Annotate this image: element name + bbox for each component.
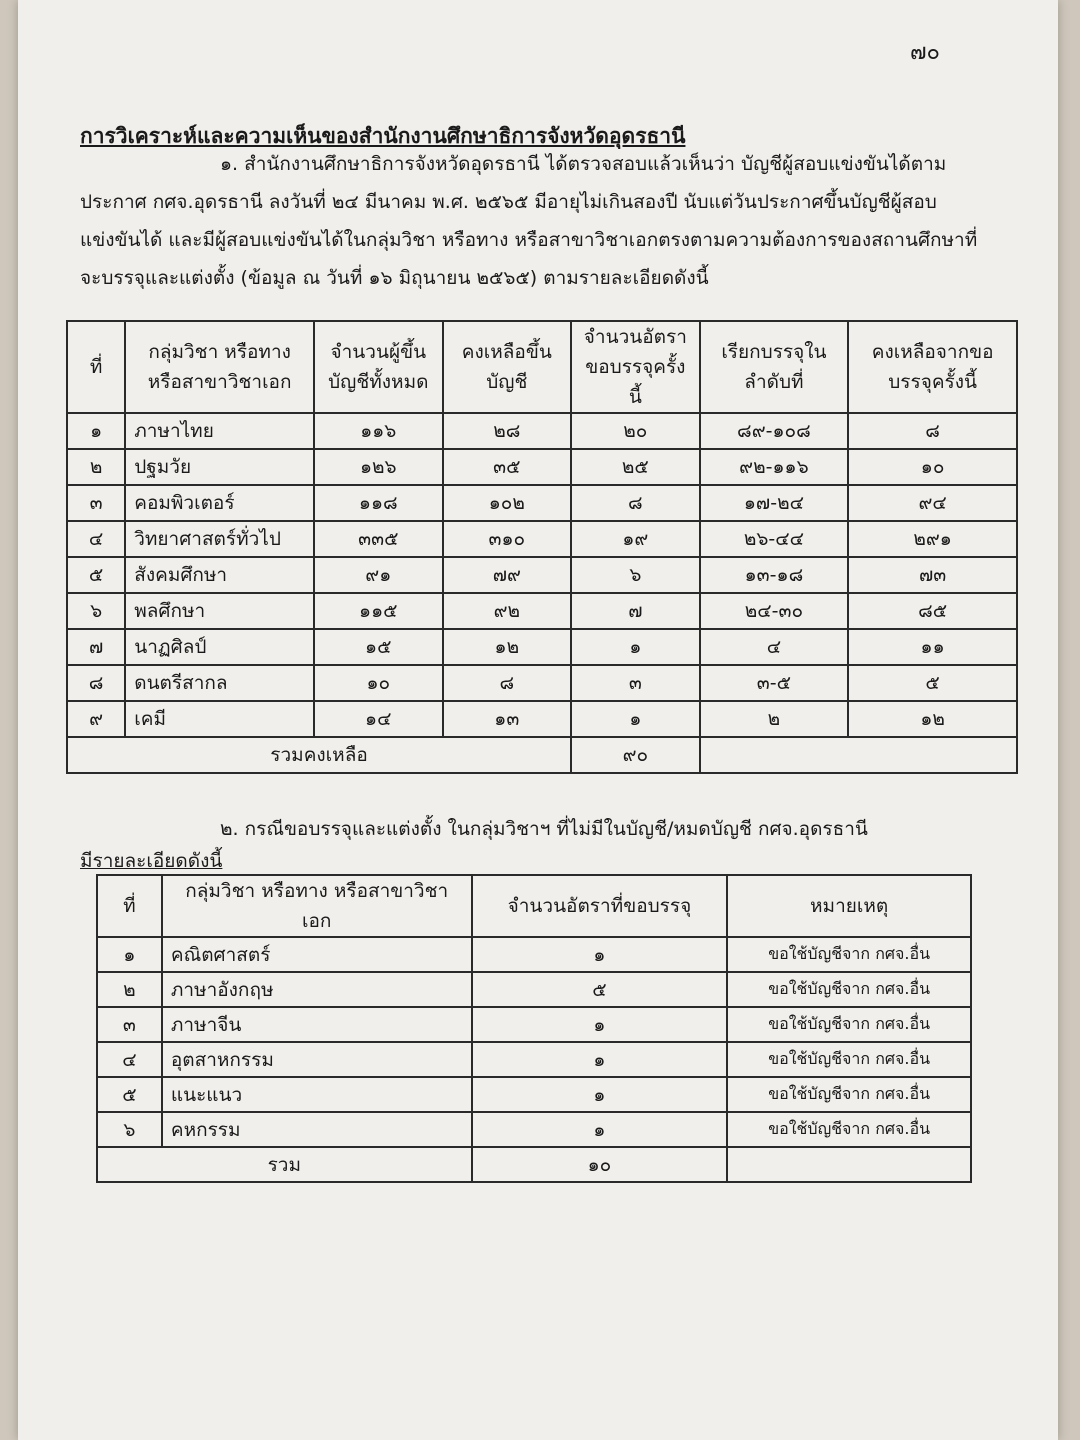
cell-remaining: ๘ bbox=[443, 665, 572, 701]
cell-subject: ภาษาไทย bbox=[125, 413, 314, 449]
cell-request: ๑ bbox=[571, 701, 700, 737]
cell-order: ๒๖-๔๔ bbox=[700, 521, 849, 557]
section-heading: การวิเคราะห์และความเห็นของสำนักงานศึกษาธิการจังหวัดอุดรธานี bbox=[80, 124, 686, 148]
cell-row-no: ๗ bbox=[67, 629, 125, 665]
table-row bbox=[67, 701, 1017, 737]
cell-count: ๑ bbox=[472, 1007, 728, 1042]
cell-request: ๒๐ bbox=[571, 413, 700, 449]
cell-total: ๑๕ bbox=[314, 629, 443, 665]
table-row bbox=[67, 485, 1017, 521]
cell-row-no: ๕ bbox=[67, 557, 125, 593]
cell-subject: ปฐมวัย bbox=[125, 449, 314, 485]
cell-count: ๑ bbox=[472, 937, 728, 972]
table-row bbox=[97, 1042, 971, 1077]
cell-total: ๑๑๘ bbox=[314, 485, 443, 521]
cell-row-no: ๒ bbox=[67, 449, 125, 485]
cell-note: ขอใช้บัญชีจาก กศจ.อื่น bbox=[727, 1007, 971, 1042]
cell-count: ๑ bbox=[472, 1112, 728, 1147]
roster-table bbox=[66, 320, 1018, 774]
cell-subject: ภาษาจีน bbox=[162, 1007, 472, 1042]
cell-row-no: ๖ bbox=[97, 1112, 162, 1147]
cell-left: ๘๕ bbox=[848, 593, 1017, 629]
cell-subject: เคมี bbox=[125, 701, 314, 737]
document-page bbox=[18, 0, 1058, 1440]
cell-subject: วิทยาศาสตร์ทั่วไป bbox=[125, 521, 314, 557]
total-row bbox=[67, 737, 1017, 773]
cell-left: ๑๐ bbox=[848, 449, 1017, 485]
cell-request: ๖ bbox=[571, 557, 700, 593]
cell-note: ขอใช้บัญชีจาก กศจ.อื่น bbox=[727, 937, 971, 972]
cell-request: ๒๕ bbox=[571, 449, 700, 485]
total-value: ๙๐ bbox=[571, 737, 700, 773]
cell-subject: สังคมศึกษา bbox=[125, 557, 314, 593]
paragraph-2: ๒. กรณีขอบรรจุและแต่งตั้ง ในกลุ่มวิชาฯ ที่ไม่มีในบัญชี/หมดบัญชี กศจ.อุดรธานี bbox=[220, 818, 868, 840]
cell-order: ๘๙-๑๐๘ bbox=[700, 413, 849, 449]
cell-note: ขอใช้บัญชีจาก กศจ.อื่น bbox=[727, 1112, 971, 1147]
cell-left: ๙๔ bbox=[848, 485, 1017, 521]
table-row bbox=[97, 972, 971, 1007]
table-row bbox=[67, 665, 1017, 701]
col-header-total: จำนวนผู้ขึ้นบัญชีทั้งหมด bbox=[314, 321, 443, 413]
cell-order: ๑๓-๑๘ bbox=[700, 557, 849, 593]
cell-order: ๒๔-๓๐ bbox=[700, 593, 849, 629]
cell-remaining: ๓๑๐ bbox=[443, 521, 572, 557]
cell-order: ๔ bbox=[700, 629, 849, 665]
cell-row-no: ๑ bbox=[67, 413, 125, 449]
cell-subject: นาฏศิลป์ bbox=[125, 629, 314, 665]
col-header-count: จำนวนอัตราที่ขอบรรจุ bbox=[472, 875, 728, 937]
table-header-row bbox=[97, 875, 971, 937]
cell-left: ๘ bbox=[848, 413, 1017, 449]
cell-row-no: ๒ bbox=[97, 972, 162, 1007]
blank-cell bbox=[727, 1147, 971, 1182]
cell-subject: ดนตรีสากล bbox=[125, 665, 314, 701]
cell-row-no: ๓ bbox=[67, 485, 125, 521]
cell-row-no: ๔ bbox=[97, 1042, 162, 1077]
cell-left: ๗๓ bbox=[848, 557, 1017, 593]
cell-total: ๓๓๕ bbox=[314, 521, 443, 557]
cell-total: ๙๑ bbox=[314, 557, 443, 593]
table-row bbox=[67, 629, 1017, 665]
total-value: ๑๐ bbox=[472, 1147, 728, 1182]
cell-left: ๕ bbox=[848, 665, 1017, 701]
cell-count: ๑ bbox=[472, 1042, 728, 1077]
cell-subject: พลศึกษา bbox=[125, 593, 314, 629]
cell-request: ๓ bbox=[571, 665, 700, 701]
cell-request: ๘ bbox=[571, 485, 700, 521]
table-row bbox=[67, 413, 1017, 449]
table-row bbox=[97, 937, 971, 972]
cell-left: ๑๑ bbox=[848, 629, 1017, 665]
cell-row-no: ๖ bbox=[67, 593, 125, 629]
cell-left: ๒๙๑ bbox=[848, 521, 1017, 557]
cell-row-no: ๑ bbox=[97, 937, 162, 972]
col-header-request: จำนวนอัตราขอบรรจุครั้งนี้ bbox=[571, 321, 700, 413]
blank-cell bbox=[700, 737, 1017, 773]
cell-order: ๓-๕ bbox=[700, 665, 849, 701]
col-header-remaining: คงเหลือขึ้นบัญชี bbox=[443, 321, 572, 413]
cell-row-no: ๓ bbox=[97, 1007, 162, 1042]
cell-request: ๑๙ bbox=[571, 521, 700, 557]
cell-subject: คอมพิวเตอร์ bbox=[125, 485, 314, 521]
cell-note: ขอใช้บัญชีจาก กศจ.อื่น bbox=[727, 1042, 971, 1077]
col-header-order: เรียกบรรจุในลำดับที่ bbox=[700, 321, 849, 413]
cell-count: ๑ bbox=[472, 1077, 728, 1112]
total-label: รวม bbox=[97, 1147, 472, 1182]
total-label: รวมคงเหลือ bbox=[67, 737, 571, 773]
col-header-note: หมายเหตุ bbox=[727, 875, 971, 937]
page-number: ๗๐ bbox=[910, 40, 940, 65]
cell-row-no: ๙ bbox=[67, 701, 125, 737]
table-row bbox=[97, 1007, 971, 1042]
paragraph-1: ๑. สำนักงานศึกษาธิการจังหวัดอุดรธานี ได้ตรวจสอบแล้วเห็นว่า บัญชีผู้สอบแข่งขันได้ตามประกาศ กศจ.อุดรธานี ลงวันที่ ๒๔ มีนาคม พ.ศ. ๒๕๖๕ มีอายุไม่เกินสองปี นับแต่วันประกาศขึ้นบัญชีผู้สอบแข่งขันได้ และมีผู้สอบแข่งขันได้ในกลุ่มวิชา หรือทาง หรือสาขาวิชาเอกตรงตามความต้องการของสถานศึกษาที่จะบรรจุและแต่งตั้ง (ข้อมูล ณ วันที่ ๑๖ มิถุนายน ๒๕๖๕) ตามรายละเอียดดังนี้ bbox=[80, 153, 978, 289]
cell-subject: อุตสาหกรรม bbox=[162, 1042, 472, 1077]
cell-remaining: ๙๒ bbox=[443, 593, 572, 629]
col-header-subject: กลุ่มวิชา หรือทาง หรือสาขาวิชาเอก bbox=[125, 321, 314, 413]
cell-remaining: ๗๙ bbox=[443, 557, 572, 593]
table-row bbox=[67, 449, 1017, 485]
table-row bbox=[97, 1112, 971, 1147]
table-row bbox=[67, 521, 1017, 557]
total-row bbox=[97, 1147, 971, 1182]
cell-remaining: ๑๐๒ bbox=[443, 485, 572, 521]
cell-count: ๕ bbox=[472, 972, 728, 1007]
cell-subject: แนะแนว bbox=[162, 1077, 472, 1112]
cell-left: ๑๒ bbox=[848, 701, 1017, 737]
cell-total: ๑๐ bbox=[314, 665, 443, 701]
cell-subject: คณิตศาสตร์ bbox=[162, 937, 472, 972]
cell-row-no: ๕ bbox=[97, 1077, 162, 1112]
cell-request: ๑ bbox=[571, 629, 700, 665]
cell-note: ขอใช้บัญชีจาก กศจ.อื่น bbox=[727, 1077, 971, 1112]
cell-total: ๑๒๖ bbox=[314, 449, 443, 485]
cell-row-no: ๘ bbox=[67, 665, 125, 701]
cell-remaining: ๑๓ bbox=[443, 701, 572, 737]
cell-note: ขอใช้บัญชีจาก กศจ.อื่น bbox=[727, 972, 971, 1007]
table-row bbox=[67, 593, 1017, 629]
cell-total: ๑๔ bbox=[314, 701, 443, 737]
table-row bbox=[97, 1077, 971, 1112]
cell-row-no: ๔ bbox=[67, 521, 125, 557]
cell-subject: ภาษาอังกฤษ bbox=[162, 972, 472, 1007]
cell-order: ๑๗-๒๔ bbox=[700, 485, 849, 521]
cell-subject: คหกรรม bbox=[162, 1112, 472, 1147]
cell-remaining: ๓๕ bbox=[443, 449, 572, 485]
cell-order: ๒ bbox=[700, 701, 849, 737]
cell-remaining: ๒๘ bbox=[443, 413, 572, 449]
request-table bbox=[96, 874, 972, 1183]
cell-request: ๗ bbox=[571, 593, 700, 629]
col-header-no: ที่ bbox=[67, 321, 125, 413]
cell-total: ๑๑๕ bbox=[314, 593, 443, 629]
col-header-no: ที่ bbox=[97, 875, 162, 937]
col-header-left: คงเหลือจากขอบรรจุครั้งนี้ bbox=[848, 321, 1017, 413]
cell-total: ๑๑๖ bbox=[314, 413, 443, 449]
cell-remaining: ๑๒ bbox=[443, 629, 572, 665]
col-header-subject: กลุ่มวิชา หรือทาง หรือสาขาวิชาเอก bbox=[162, 875, 472, 937]
table-header-row bbox=[67, 321, 1017, 413]
table-row bbox=[67, 557, 1017, 593]
paragraph-2b: มีรายละเอียดดังนี้ bbox=[80, 850, 223, 872]
cell-order: ๙๒-๑๑๖ bbox=[700, 449, 849, 485]
